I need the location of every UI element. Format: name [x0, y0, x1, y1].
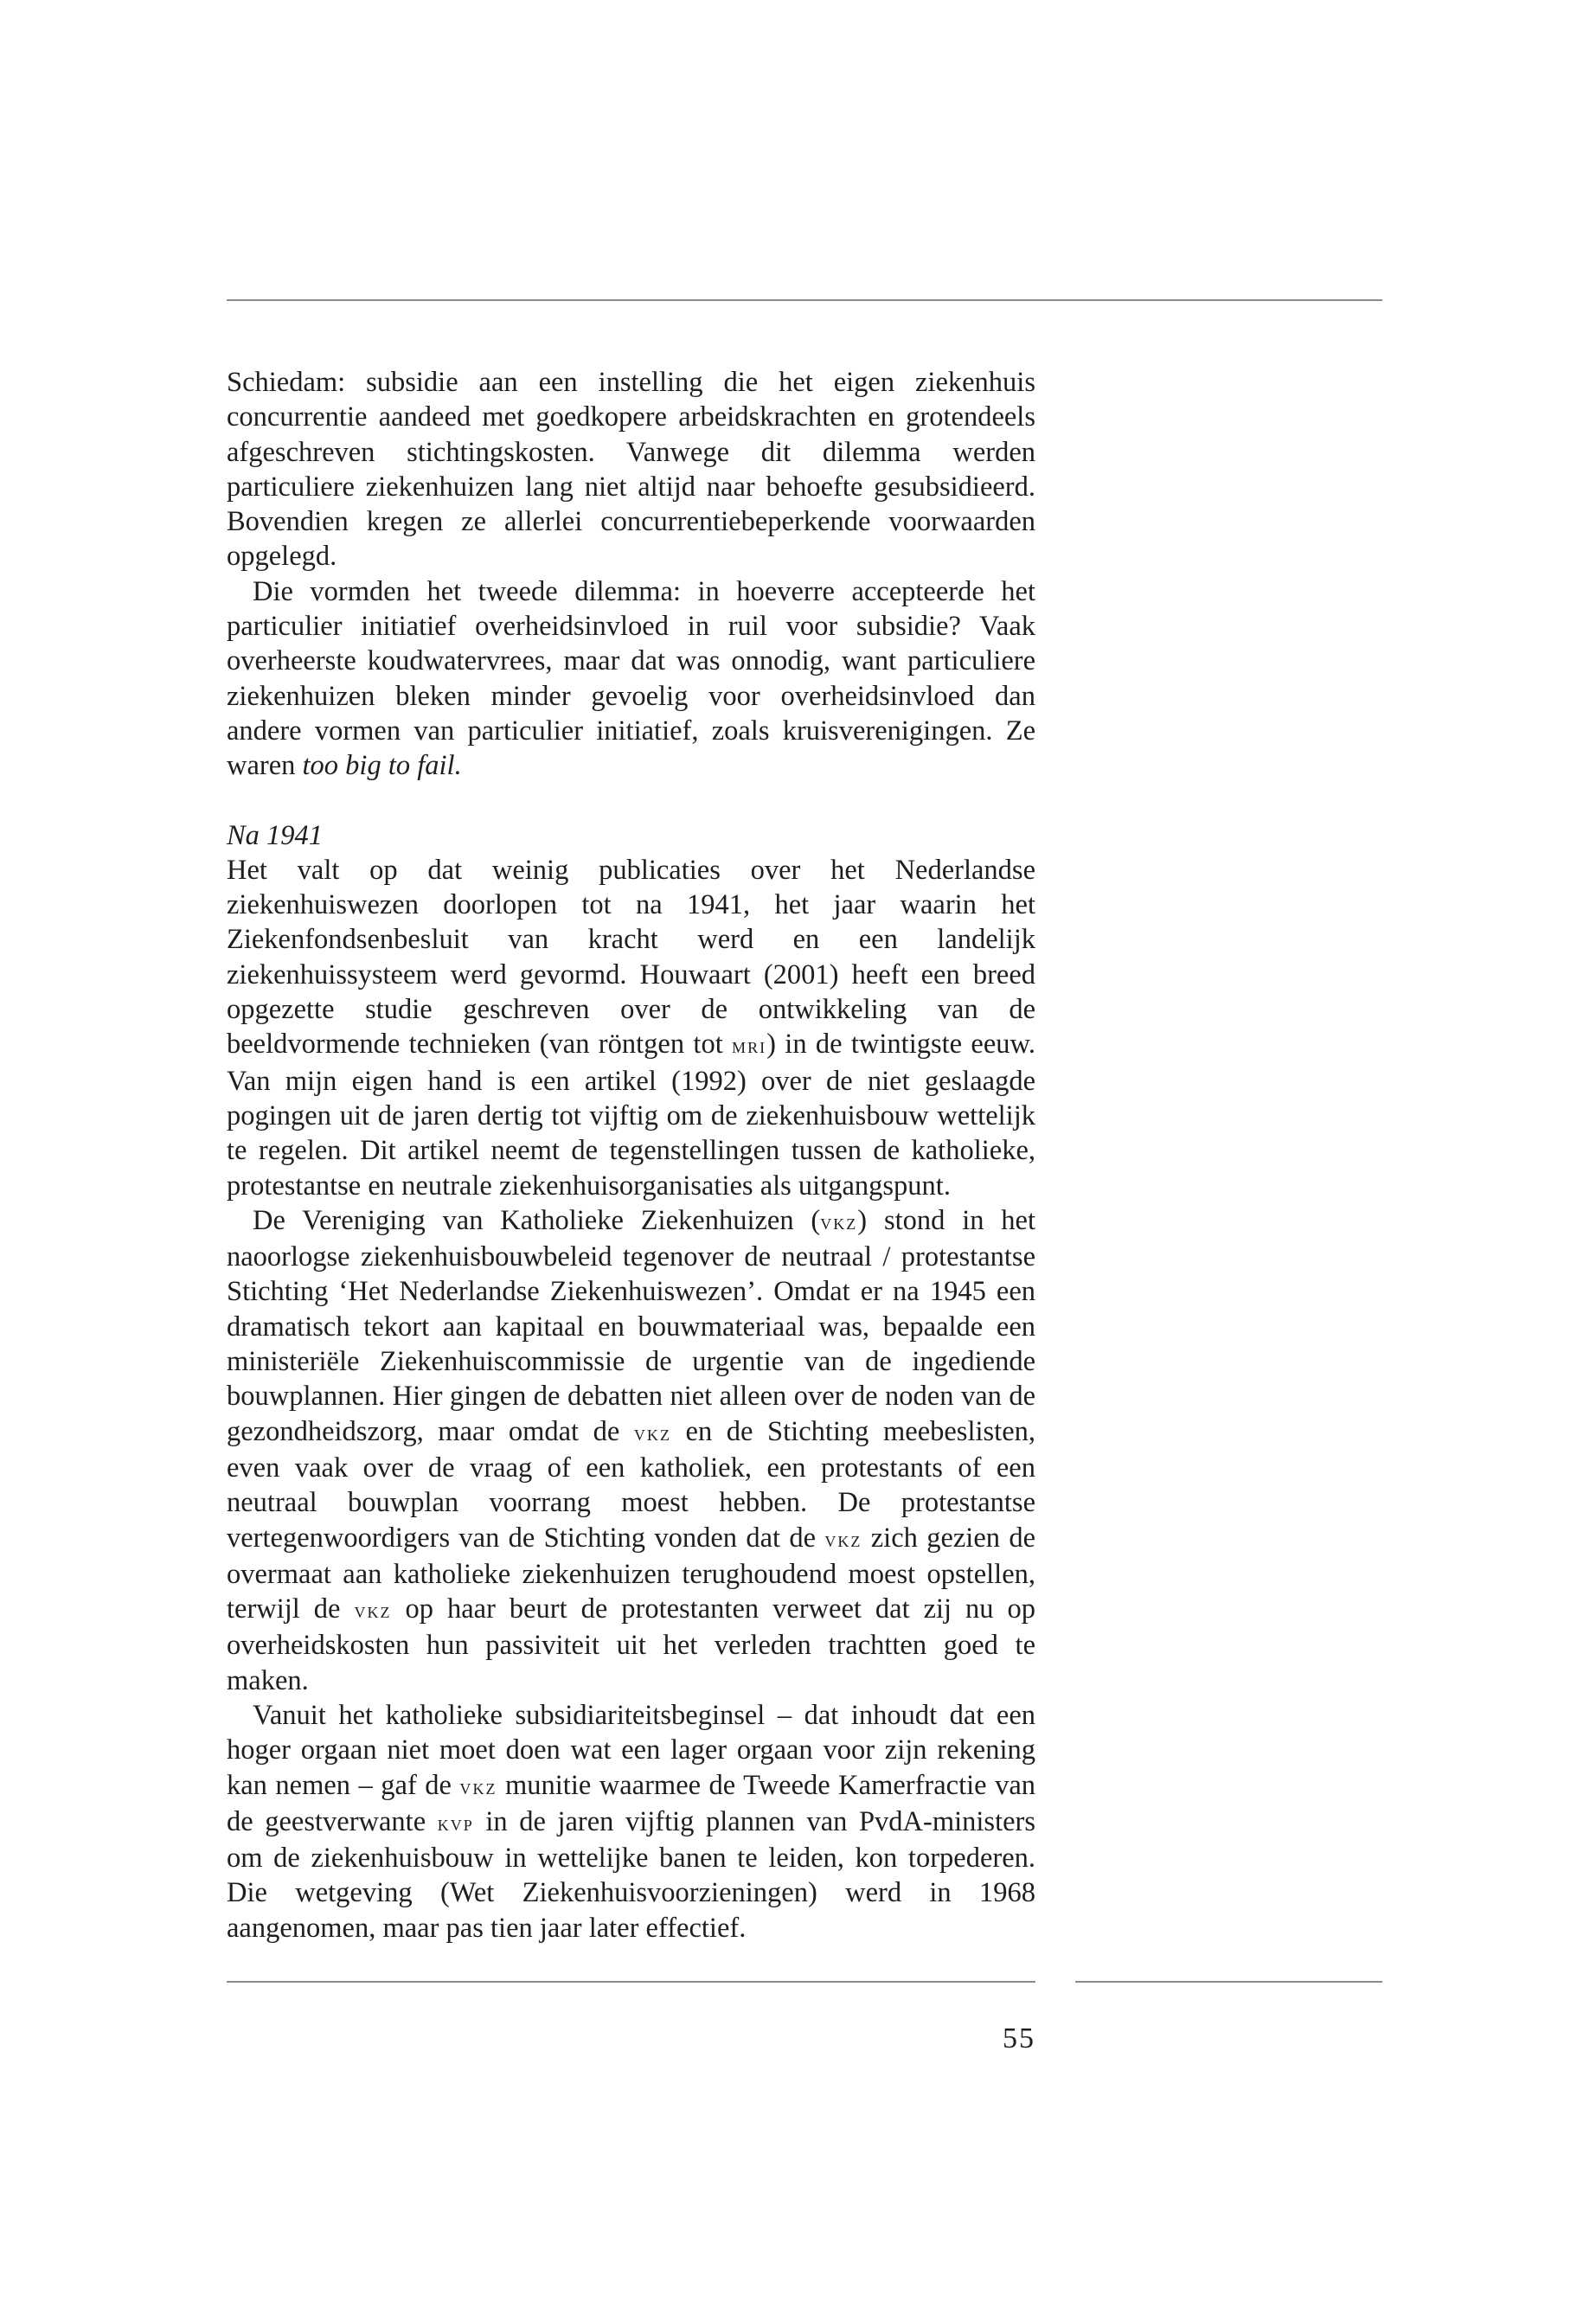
abbr-vkz: vkz	[459, 1774, 497, 1799]
emphasis-too-big-to-fail: too big to fail.	[302, 750, 462, 782]
body-text	[227, 365, 1035, 1945]
header-rule	[227, 299, 1382, 301]
abbr-vkz: vkz	[824, 1527, 862, 1552]
paragraph-subsidiarity: Vanuit het katholieke subsidiariteitsbeginsel – dat inhoudt dat een hoger orgaan niet moet doen wat een lager orgaan voor zijn rekening kan nemen – gaf de vkz munitie waarmee de Tweede Kamerfractie van de geestverwante kvp in de jaren vijftig plannen van PvdA-ministers om de ziekenhuisbouw in wettelijke banen te leiden, kon torpederen. Die wetgeving (Wet Ziekenhuisvoorzieningen) werd in 1968 aangenomen, maar pas tien jaar later effectief.	[227, 1699, 1035, 1944]
paragraph-publications: Het valt op dat weinig publicaties over het Nederlandse ziekenhuiswezen doorlopen tot na 1941, het jaar waarin het Ziekenfondsenbesluit van kracht werd en een landelijk ziekenhuissysteem werd gevormd. Houwaart (2001) heeft een breed opgezette studie geschreven over de ontwikkeling van de beeldvormende technieken (van röntgen tot mri) in de twintigste eeuw. Van mijn eigen hand is een artikel (1992) over de niet geslaagde pogingen uit de jaren dertig tot vijftig om de ziekenhuisbouw wettelijk te regelen. Dit artikel neemt de tegenstellingen tussen de katholieke, protestantse en neutrale ziekenhuisorganisaties als uitgangspunt.	[227, 854, 1035, 1202]
abbr-vkz: vkz	[820, 1209, 858, 1234]
page-number: 55	[1003, 2022, 1035, 2054]
abbr-kvp: kvp	[437, 1811, 474, 1836]
abbr-vkz: vkz	[354, 1599, 392, 1624]
abbr-vkz: vkz	[633, 1420, 671, 1445]
paragraph-second-dilemma: Die vormden het tweede dilemma: in hoeverre accepteerde het particulier initiatief overheidsinvloed in ruil voor subsidie? Vaak overheerste koudwatervrees, maar dat was onnodig, want particuliere ziekenhuizen bleken minder gevoelig voor overheidsinvloed dan andere vormen van particulier initiatief, zoals kruisverenigingen. Ze waren too big to fail.	[227, 575, 1035, 782]
section-heading: Na 1941	[227, 819, 324, 851]
paragraph-vkz: De Vereniging van Katholieke Ziekenhuizen (vkz) stond in het naoorlogse ziekenhuisbouwbeleid tegenover de neutraal / protestantse Stichting ‘Het Nederlandse Ziekenhuiswezen’. Omdat er na 1945 een dramatisch tekort aan kapitaal en bouwmateriaal was, bepaalde een ministeriële Ziekenhuiscommissie de urgentie van de ingediende bouwplannen. Hier gingen de debatten niet alleen over de noden van de gezondheidszorg, maar omdat de vkz en de Stichting meebeslisten, even vaak over de vraag of een katholiek, een protestants of een neutraal bouwplan voorrang moest hebben. De protestantse vertegenwoordigers van de Stichting vonden dat de vkz zich gezien de overmaat aan katholieke ziekenhuizen terughoudend moest opstellen, terwijl de vkz op haar beurt de protestanten verweet dat zij nu op overheidskosten hun passiviteit uit het verleden trachtten goed te maken.	[227, 1204, 1036, 1696]
abbr-mri: mri	[732, 1034, 767, 1059]
footer-rule-left	[227, 1981, 1035, 1983]
footer-rule-right	[1075, 1981, 1382, 1983]
paragraph-schiedam-dilemma: Schiedam: subsidie aan een instelling die het eigen ziekenhuis concurrentie aandeed met goedkopere arbeidskrachten en grotendeels afgeschreven stichtingskosten. Vanwege dit dilemma werden particuliere ziekenhuizen lang niet altijd naar behoefte gesubsidieerd. Bovendien kregen ze allerlei concurrentiebeperkende voorwaarden opgelegd.	[227, 367, 1035, 573]
